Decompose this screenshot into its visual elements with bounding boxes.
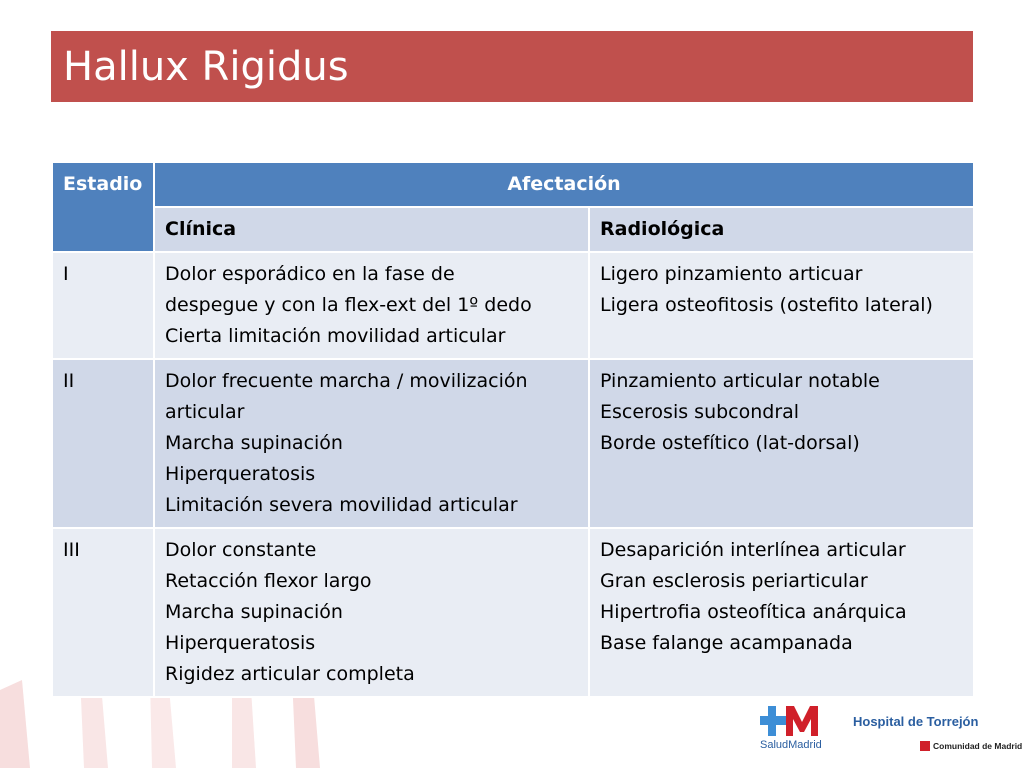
salud-madrid-logo-icon	[760, 704, 828, 740]
comunidad-flag-icon	[920, 741, 930, 751]
table-row-stage-3	[52, 528, 974, 697]
stage-cell: III	[52, 528, 154, 697]
radiological-cell	[589, 359, 974, 528]
clinical-line: Dolor frecuente marcha / movilización	[165, 370, 528, 392]
header-stage: Estadio	[52, 162, 154, 252]
clinical-line: Retacción flexor largo	[165, 570, 372, 592]
radiological-line: Gran esclerosis periarticular	[600, 570, 868, 592]
radiological-line: Ligera osteofitosis (ostefito lateral)	[600, 294, 933, 316]
stage-cell: II	[52, 359, 154, 528]
clinical-line: Marcha supinación	[165, 601, 343, 623]
header-radiological: Radiológica	[589, 207, 974, 252]
stage-cell: I	[52, 252, 154, 359]
header-clinical: Clínica	[154, 207, 589, 252]
clinical-line: Dolor esporádico en la fase de	[165, 263, 455, 285]
radiological-line: Escerosis subcondral	[600, 401, 800, 423]
radiological-line: Hipertrofia osteofítica anárquica	[600, 601, 907, 623]
salud-madrid-text: SaludMadrid	[760, 739, 822, 751]
hallux-stages-table	[51, 161, 975, 698]
radiological-line: Base falange acampanada	[600, 632, 853, 654]
clinical-line: despegue y con la flex-ext del 1º dedo	[165, 294, 532, 316]
radiological-cell	[589, 252, 974, 359]
clinical-line: Rigidez articular completa	[165, 663, 415, 685]
radiological-line: Desaparición interlínea articular	[600, 539, 906, 561]
clinical-cell	[154, 252, 589, 359]
clinical-line: Limitación severa movilidad articular	[165, 494, 518, 516]
table-row-stage-1	[52, 252, 974, 359]
clinical-line: articular	[165, 401, 245, 423]
comunidad-text: Comunidad de Madrid	[933, 741, 1023, 751]
clinical-line: Marcha supinación	[165, 432, 343, 454]
clinical-cell	[154, 359, 589, 528]
slide-title: Hallux Rigidus	[63, 44, 349, 90]
radiological-cell	[589, 528, 974, 697]
radiological-line: Ligero pinzamiento articuar	[600, 263, 863, 285]
title-bar	[51, 31, 973, 102]
comunidad-logo	[920, 740, 1022, 752]
clinical-line: Hiperqueratosis	[165, 463, 316, 485]
clinical-line: Dolor constante	[165, 539, 317, 561]
table-row-stage-2	[52, 359, 974, 528]
hospital-name: Hospital de Torrejón	[853, 714, 979, 729]
radiological-line: Borde ostefítico (lat-dorsal)	[600, 432, 860, 454]
clinical-cell	[154, 528, 589, 697]
radiological-line: Pinzamiento articular notable	[600, 370, 880, 392]
clinical-line: Cierta limitación movilidad articular	[165, 325, 506, 347]
header-affectation: Afectación	[154, 162, 974, 207]
clinical-line: Hiperqueratosis	[165, 632, 316, 654]
